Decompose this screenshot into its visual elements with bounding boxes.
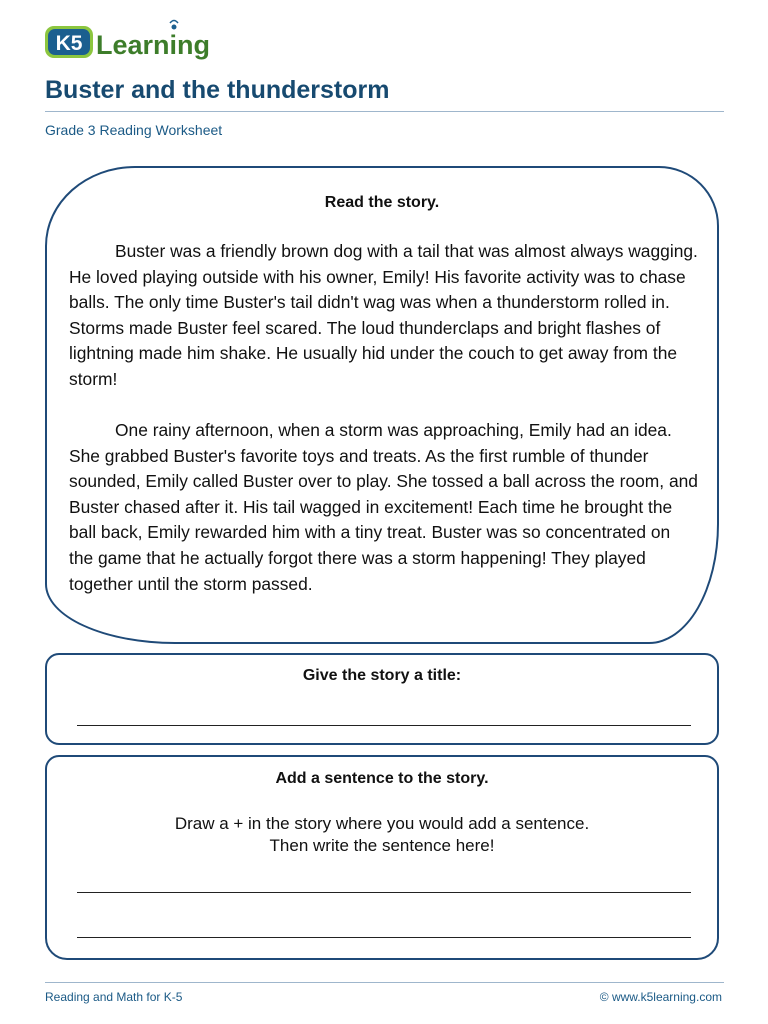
story-paragraph-1 xyxy=(69,239,699,393)
sentence-answer-line-1[interactable] xyxy=(77,892,691,893)
sentence-task-heading: Add a sentence to the story. xyxy=(275,770,489,787)
story-box xyxy=(45,166,719,644)
k5-learning-logo xyxy=(44,18,224,64)
story-paragraph-1-text: Buster was a friendly brown dog with a tail that was almost always wagging. He loved playing outside with his owner, Emily! His favorite activity was to chase balls. The only time Buster's tail didn't wag was when a thunderstorm rolled in. Storms made Buster feel scared. The loud thunderclaps and bright flashes of lightning made him shake. He usually hid under the couch to get away from the storm! xyxy=(69,241,698,389)
title-task-heading: Give the story a title: xyxy=(302,667,462,684)
footer-tagline: Reading and Math for K-5 xyxy=(45,990,183,1004)
sentence-task-instruction-1: Draw a + in the story where you would add a sentence. xyxy=(174,814,590,833)
footer-website: © www.k5learning.com xyxy=(599,990,722,1004)
sentence-task-box xyxy=(45,755,719,960)
worksheet-title: Buster and the thunderstorm xyxy=(45,76,390,104)
title-task-box xyxy=(45,653,719,745)
story-paragraph-2-text: One rainy afternoon, when a storm was approaching, Emily had an idea. She grabbed Buster's favorite toys and treats. As the first rumble of thunder sounded, Emily called Buster over to play. She tossed a ball across the room, and Buster chased after it. His tail wagged in excitement! Each time he brought the ball back, Emily rewarded him with a tiny treat. Buster was so concentrated on the game that he actually forgot there was a storm happening! They played together until the storm passed. xyxy=(69,420,698,594)
sentence-answer-line-2[interactable] xyxy=(77,937,691,938)
sentence-task-instruction-2: Then write the sentence here! xyxy=(269,836,495,855)
story-paragraph-2 xyxy=(69,418,699,597)
svg-text:Learning: Learning xyxy=(96,30,211,60)
footer-divider xyxy=(45,982,724,983)
story-heading: Read the story. xyxy=(324,194,440,211)
worksheet-subtitle: Grade 3 Reading Worksheet xyxy=(45,122,223,138)
title-answer-line[interactable] xyxy=(77,725,691,726)
header-divider xyxy=(45,111,724,112)
svg-text:K5: K5 xyxy=(55,32,83,55)
